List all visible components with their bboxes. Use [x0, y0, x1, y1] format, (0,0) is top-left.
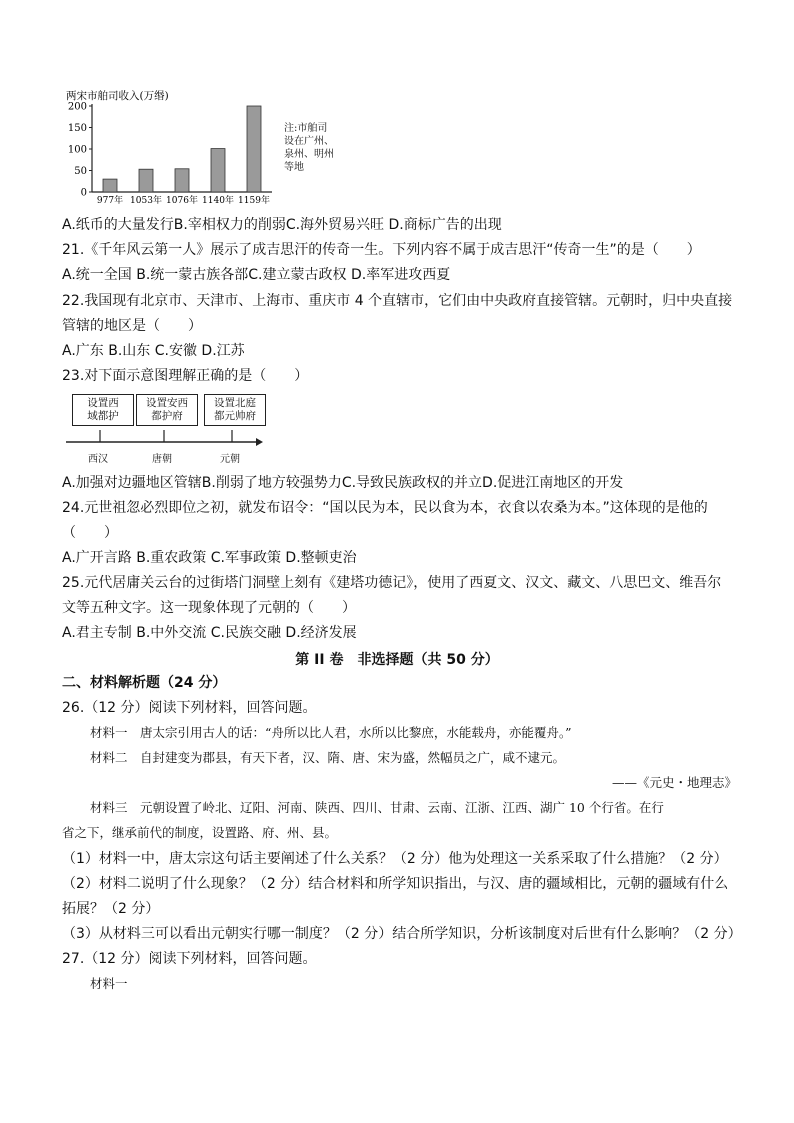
bar — [139, 169, 153, 192]
y-tick-label: 200 — [67, 101, 87, 113]
q26-material-1: 材料一 唐太宗引用古人的话：“舟所以比人君，水所以比黎庶，水能载舟，亦能覆舟。” — [90, 725, 572, 740]
q26-stem: 26.（12 分）阅读下列材料，回答问题。 — [62, 700, 317, 716]
timeline-box-xihan: 设置西 域都护 — [72, 394, 134, 426]
y-tick-label: 50 — [74, 166, 87, 177]
timeline-label-tang: 唐朝 — [152, 454, 172, 465]
bar — [103, 179, 117, 192]
timeline-box-yuan: 设置北庭 都元帅府 — [204, 394, 266, 426]
bar — [211, 149, 225, 192]
x-tick-label: 1053年 — [130, 196, 162, 206]
part2-title: 第 II 卷 非选择题（共 50 分） — [295, 652, 499, 668]
q21-stem: 21.《千年风云第一人》展示了成吉思汗的传奇一生。下列内容不属于成吉思汗“传奇一生”的是（ ） — [62, 242, 701, 258]
q23-options: A.加强对边疆地区管辖B.削弱了地方较强势力C.导致民族政权的并立D.促进江南地区的开发 — [62, 475, 624, 491]
q26-material-2: 材料二 自封建变为郡县，有天下者，汉、隋、唐、宋为盛，然幅员之广，咸不逮元。 — [90, 750, 566, 765]
y-tick-label: 100 — [67, 144, 87, 156]
section2-title: 二、材料解析题（24 分） — [62, 675, 227, 691]
x-tick-label: 977年 — [96, 196, 124, 206]
x-tick-label: 1159年 — [238, 196, 270, 206]
x-tick-label: 1076年 — [166, 196, 198, 206]
y-tick-label: 150 — [67, 123, 87, 134]
chart-note-line: 设在广州、 — [284, 136, 334, 147]
chart-note-line: 等地 — [284, 162, 304, 173]
timeline-diagram — [64, 392, 264, 466]
q25-stem-cont: 文等五种文字。这一现象体现了元朝的（ ） — [62, 600, 356, 616]
q24-options: A.广开言路 B.重农政策 C.军事政策 D.整顿吏治 — [62, 550, 357, 566]
q24-stem-cont: （ ） — [62, 525, 118, 541]
q22-stem: 22.我国现有北京市、天津市、上海市、重庆市 4 个直辖市，它们由中央政府直接管辖。元朝时，归中央直接 — [62, 293, 733, 309]
x-tick-label: 1140年 — [202, 196, 234, 206]
timeline-label-xihan: 西汉 — [88, 454, 108, 465]
chart-note-line: 注:市舶司 — [284, 123, 328, 134]
q26-sub2-cont: 拓展？（2 分） — [62, 901, 160, 917]
q21-options: A.统一全国 B.统一蒙古族各部C.建立蒙古政权 D.率军进攻西夏 — [62, 267, 451, 283]
q26-sub3: （3）从材料三可以看出元朝实行哪一制度？（2 分）结合所学知识，分析该制度对后世有什么影响？（2 分） — [62, 926, 742, 942]
q24-stem: 24.元世祖忽必烈即位之初，就发布诏令：“国以民为本，民以食为本，衣食以农桑为本。”这体现的是他的 — [62, 500, 708, 516]
q26-sub1: （1）材料一中，唐太宗这句话主要阐述了什么关系？（2 分）他为处理这一关系采取了什么措施？（2 分） — [62, 851, 728, 867]
q22-stem-cont: 管辖的地区是（ ） — [62, 318, 202, 334]
bar — [247, 106, 261, 192]
q26-material-3: 材料三 元朝设置了岭北、辽阳、河南、陕西、四川、甘肃、云南、江浙、江西、湖广 10 个行省。在行 — [90, 800, 664, 815]
q25-stem: 25.元代居庸关云台的过街塔门洞壁上刻有《建塔功德记》，使用了西夏文、汉文、藏文、八思巴文、维吾尔 — [62, 575, 722, 591]
y-tick-label: 0 — [80, 187, 87, 199]
chart-note-line: 泉州、明州 — [284, 149, 334, 160]
timeline-box-tang: 设置安西 都护府 — [136, 394, 198, 426]
q25-options: A.君主专制 B.中外交流 C.民族交融 D.经济发展 — [62, 625, 357, 641]
q26-material-2-source: ——《元史・地理志》 — [612, 775, 738, 790]
q27-material-1: 材料一 — [90, 976, 128, 991]
timeline-label-yuan: 元朝 — [220, 454, 240, 465]
chart-note — [284, 122, 334, 174]
q20-options: A.纸币的大量发行B.宰相权力的削弱C.海外贸易兴旺 D.商标广告的出现 — [62, 217, 502, 233]
q27-stem: 27.（12 分）阅读下列材料，回答问题。 — [62, 951, 317, 967]
q26-sub2: （2）材料二说明了什么现象？（2 分）结合材料和所学知识指出，与汉、唐的疆域相比，元朝的疆域有什么 — [62, 876, 729, 892]
bar — [175, 169, 189, 192]
chart-title: 两宋市舶司收入(万缗) — [66, 90, 169, 102]
q22-options: A.广东 B.山东 C.安徽 D.江苏 — [62, 343, 245, 359]
q23-stem: 23.对下面示意图理解正确的是（ ） — [62, 368, 309, 384]
q26-material-3-cont: 省之下，继承前代的制度，设置路、府、州、县。 — [62, 825, 338, 840]
